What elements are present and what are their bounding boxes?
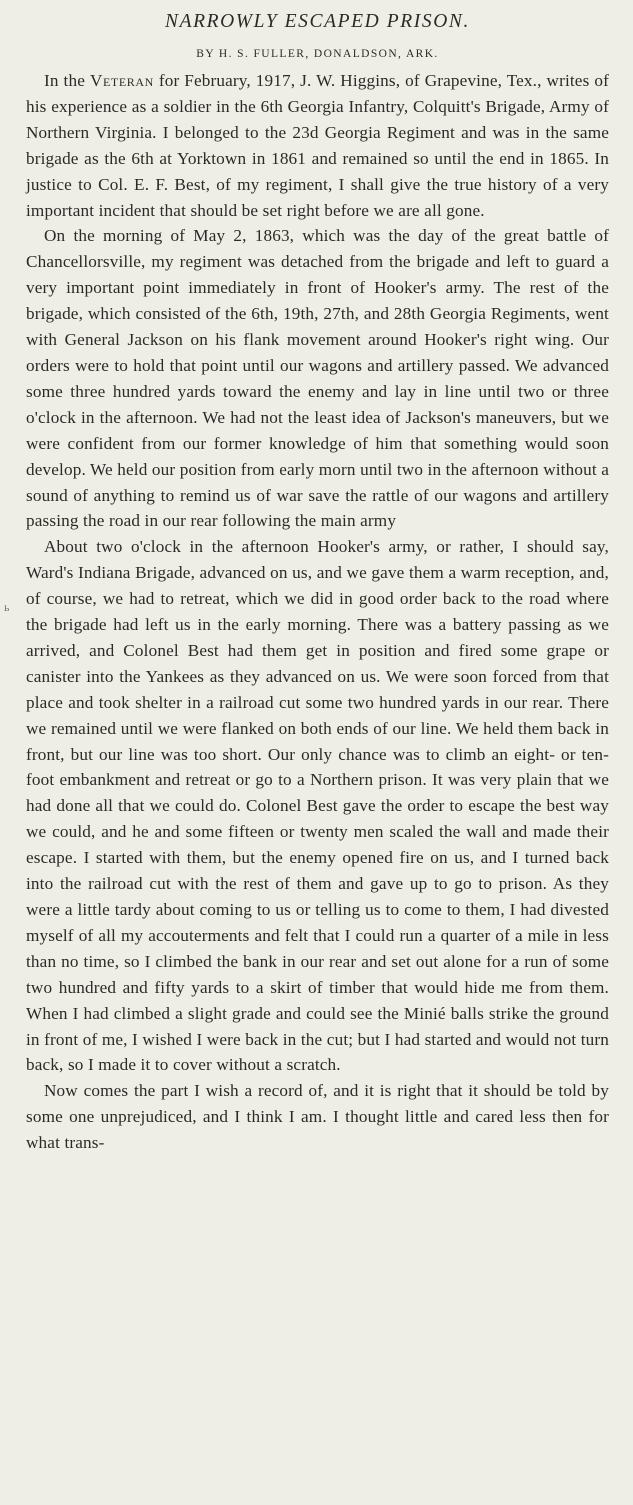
article-byline: BY H. S. FULLER, DONALDSON, ARK. <box>196 48 439 60</box>
paragraph-3: About two o'clock in the afternoon Hooker's army, or rather, I should say, Ward's Indiana Brigade, advanced on us, and we gave them a warm reception, and, of course, we had to retreat, which we did in good order back to the road where the brigade had left us in the early morning. There was a battery passing as we arrived, and Colonel Best had them get in position and fired some grape or canister into the Yankees as they advanced on us. We were soon forced from that place and took shelter in a railroad cut some two hundred yards in our rear. There we remained until we were flanked on both ends of our line. We held them back in front, but our line was too short. Our only chance was to climb an eight- or ten-foot embankment and retreat or go to a Northern prison. It was very plain that we had done all that we could do. Colonel Best gave the order to escape the best way we could, and he and some fifteen or twenty men scaled the wall and made their escape. I started with them, but the enemy opened fire on us, and I turned back into the railroad cut with the rest of them and gave up to go to prison. As they were a little tardy about coming to us or telling us to come to them, I had divested myself of all my accouterments and felt that I could run a quarter of a mile in less than no time, so I climbed the bank in our rear and set out alone for a run of some two hundred and fifty yards to a skirt of timber that would hide me from them. When I had climbed a slight grade and could see the Minié balls strike the ground in front of me, I wished I were back in the cut; but I had started and would not turn back, so I made it to cover without a scratch. <box>26 537 609 1075</box>
paragraph-1 <box>26 68 609 223</box>
margin-mark: ь <box>4 600 10 614</box>
publication-name: Veteran <box>89 71 154 90</box>
paragraph-1-rest: for February, 1917, J. W. Higgins, of Grapevine, Tex., writes of his experience as a soldier in the 6th Georgia Infantry, Colquitt's Brigade, Army of Northern Virginia. I belonged to the 23d Georgia Regiment and was in the same brigade as the 6th at Yorktown in 1861 and remained so until the end in 1865. In justice to Col. E. F. Best, of my regiment, I shall give the true history of a very important incident that should be set right before we are all gone. <box>26 71 609 220</box>
article-title: NARROWLY ESCAPED PRISON. <box>164 11 471 32</box>
paragraph-4: Now comes the part I wish a record of, and it is right that it should be told by some one unprejudiced, and I think I am. I thought little and cared less then for what trans- <box>26 1081 609 1153</box>
paragraph-2: On the morning of May 2, 1863, which was the day of the great battle of Chancellorsville, my regiment was detached from the brigade and left to guard a very important point immediately in front of Hooker's army. The rest of the brigade, which consisted of the 6th, 19th, 27th, and 28th Georgia Regiments, went with General Jackson on his flank movement around Hooker's right wing. Our orders were to hold that point until our wagons and artillery passed. We advanced some three hundred yards toward the enemy and lay in line until two or three o'clock in the afternoon. We had not the least idea of Jackson's maneuvers, but we were confident from our former knowledge of him that something would soon develop. We held our position from early morn until two in the afternoon without a sound of anything to remind us of war save the rattle of our wagons and artillery passing the road in our rear following the main army <box>26 226 609 531</box>
paragraph-1-lead: In the <box>44 71 90 90</box>
